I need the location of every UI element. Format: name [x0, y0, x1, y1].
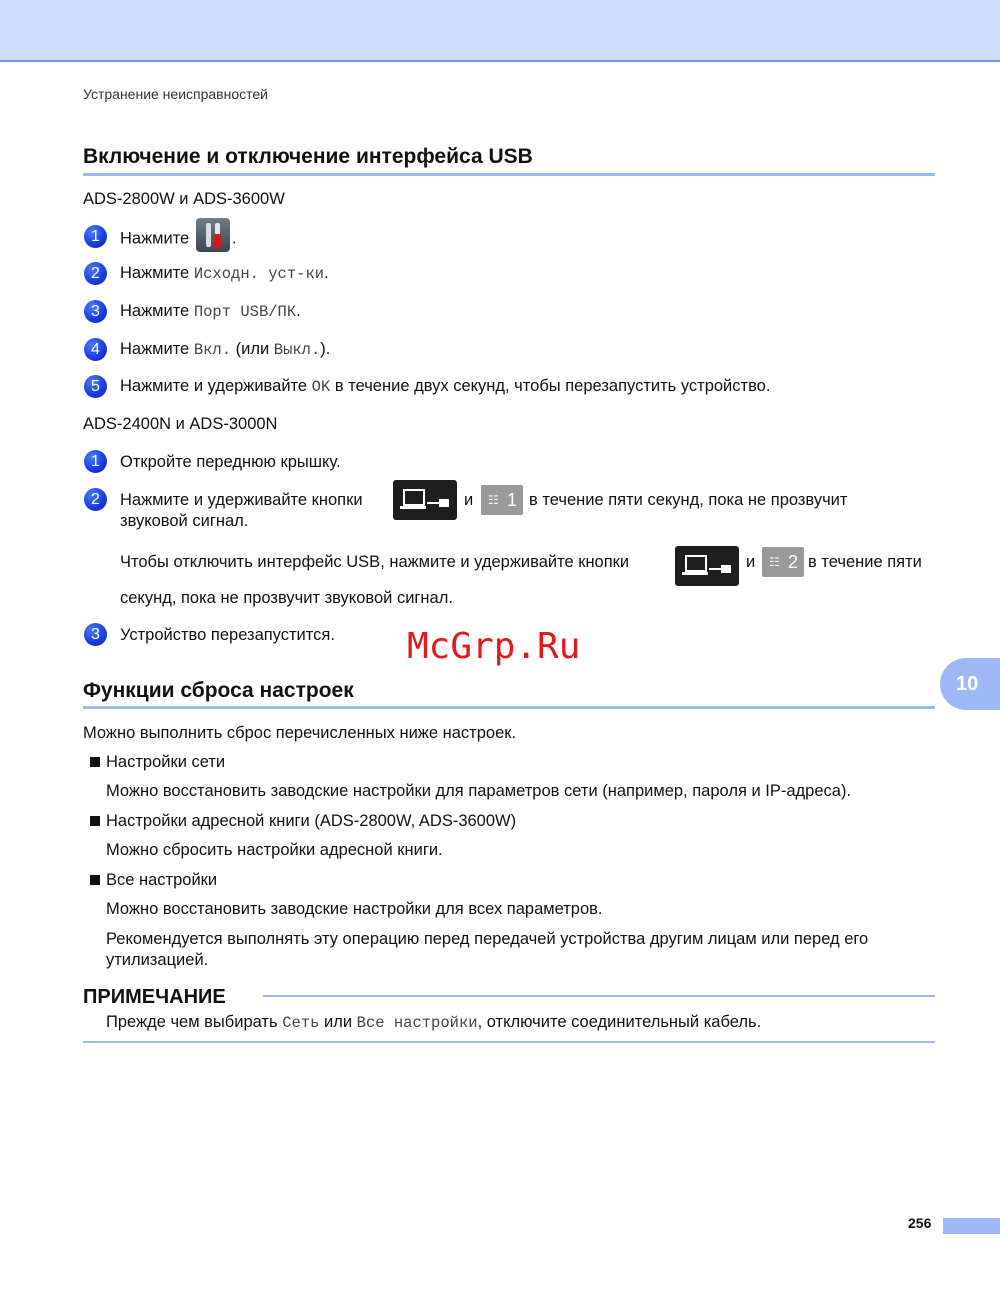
note-text [106, 1012, 761, 1034]
step-b2-and: и [464, 491, 474, 509]
page-number: 256 [908, 1215, 932, 1231]
model-heading-a: ADS-2800W и ADS-3600W [83, 190, 285, 208]
reset-item-all-desc: Можно восстановить заводские настройки для всех параметров. [106, 900, 603, 918]
step-a2 [120, 263, 329, 285]
breadcrumb: Устранение неисправностей [83, 86, 268, 102]
reset-intro: Можно выполнить сброс перечисленных ниже настроек. [83, 724, 517, 742]
reset-item-network-desc: Можно восстановить заводские настройки для параметров сети (например, пароля и IP-адреса). [106, 782, 852, 800]
network-2-button-icon [762, 547, 804, 577]
reset-item-all-recommend: Рекомендуется выполнять эту операцию перед передачей устройства другим лицам или перед его [106, 930, 869, 948]
step-number-b2: 2 [84, 488, 107, 511]
step-text: ). [320, 340, 331, 358]
step-number-b3: 3 [84, 623, 107, 646]
step-text: . [231, 229, 237, 248]
step-b2-post: в течение пяти секунд, пока не прозвучит [529, 491, 848, 509]
tools-icon [196, 218, 230, 252]
step-a4 [120, 339, 330, 361]
bullet-square [90, 816, 100, 826]
model-heading-b: ADS-2400N и ADS-3000N [83, 415, 278, 433]
step-number-b1: 1 [84, 450, 107, 473]
step-text: . [296, 302, 301, 320]
note-text-part: , отключите соединительный кабель. [477, 1013, 762, 1031]
step-a1 [120, 226, 236, 252]
section-title-usb: Включение и отключение интерфейса USB [83, 145, 533, 168]
reset-item-all: Все настройки [106, 871, 218, 889]
menu-label: Выкл. [273, 341, 321, 359]
step-text: . [324, 264, 329, 282]
disable-note-post: в течение пяти [808, 553, 922, 571]
reset-item-all-recommend-2: утилизацией. [106, 951, 209, 969]
reset-item-addressbook: Настройки адресной книги (ADS-2800W, ADS-3600W) [106, 812, 517, 830]
reset-item-network: Настройки сети [106, 753, 226, 771]
chapter-tab: 10 [940, 658, 1000, 710]
menu-label: Исходн. уст-ки [193, 265, 325, 283]
note-text-part: Прежде чем выбирать [106, 1013, 283, 1031]
step-text: в течение двух секунд, чтобы перезапустить устройство. [330, 377, 771, 395]
menu-label: Вкл. [193, 341, 232, 359]
step-text: Нажмите [120, 340, 194, 358]
menu-label: Все настройки [356, 1014, 478, 1032]
bullet-square [90, 757, 100, 767]
step-number-a1: 1 [84, 225, 107, 248]
section-title-reset: Функции сброса настроек [83, 679, 354, 702]
step-text: Нажмите [120, 229, 194, 248]
button-number: 2 [787, 552, 798, 572]
step-text: Нажмите [120, 264, 194, 282]
section-rule [83, 173, 935, 176]
step-text: (или [231, 340, 274, 358]
step-b2-line2: звуковой сигнал. [120, 512, 249, 530]
disable-note-and: и [746, 553, 756, 571]
disable-note-text: Чтобы отключить интерфейс USB, нажмите и удерживайте кнопки [120, 553, 630, 571]
step-text: Нажмите [120, 302, 194, 320]
page-bar [943, 1218, 1000, 1234]
header-bar [0, 0, 1000, 62]
note-rule-bottom [83, 1041, 935, 1043]
section-rule [83, 706, 935, 709]
network-icon: ☷ [488, 493, 499, 507]
menu-label: Порт USB/ПК [193, 303, 297, 321]
watermark: McGrp.Ru [407, 626, 581, 667]
menu-label: Сеть [282, 1014, 320, 1032]
network-1-button-icon [481, 485, 523, 515]
note-rule [263, 995, 935, 997]
pc-usb-button-icon [675, 546, 739, 586]
step-text: Нажмите и удерживайте [120, 377, 312, 395]
step-a3 [120, 301, 301, 323]
disable-note-line2: секунд, пока не прозвучит звуковой сигнал. [120, 589, 453, 607]
bullet-square [90, 875, 100, 885]
reset-item-addressbook-desc: Можно сбросить настройки адресной книги. [106, 841, 443, 859]
button-number: 1 [506, 490, 517, 510]
step-b3: Устройство перезапустится. [120, 626, 335, 644]
network-icon: ☷ [769, 555, 780, 569]
step-b2-text: Нажмите и удерживайте кнопки [120, 491, 363, 509]
step-number-a2: 2 [84, 262, 107, 285]
menu-label: OK [311, 378, 331, 396]
step-number-a4: 4 [84, 338, 107, 361]
step-number-a5: 5 [84, 375, 107, 398]
pc-usb-button-icon [393, 480, 457, 520]
step-b1: Откройте переднюю крышку. [120, 453, 341, 471]
step-a5 [120, 376, 770, 398]
step-number-a3: 3 [84, 300, 107, 323]
note-text-part: или [319, 1013, 357, 1031]
note-title: ПРИМЕЧАНИЕ [83, 986, 226, 1008]
